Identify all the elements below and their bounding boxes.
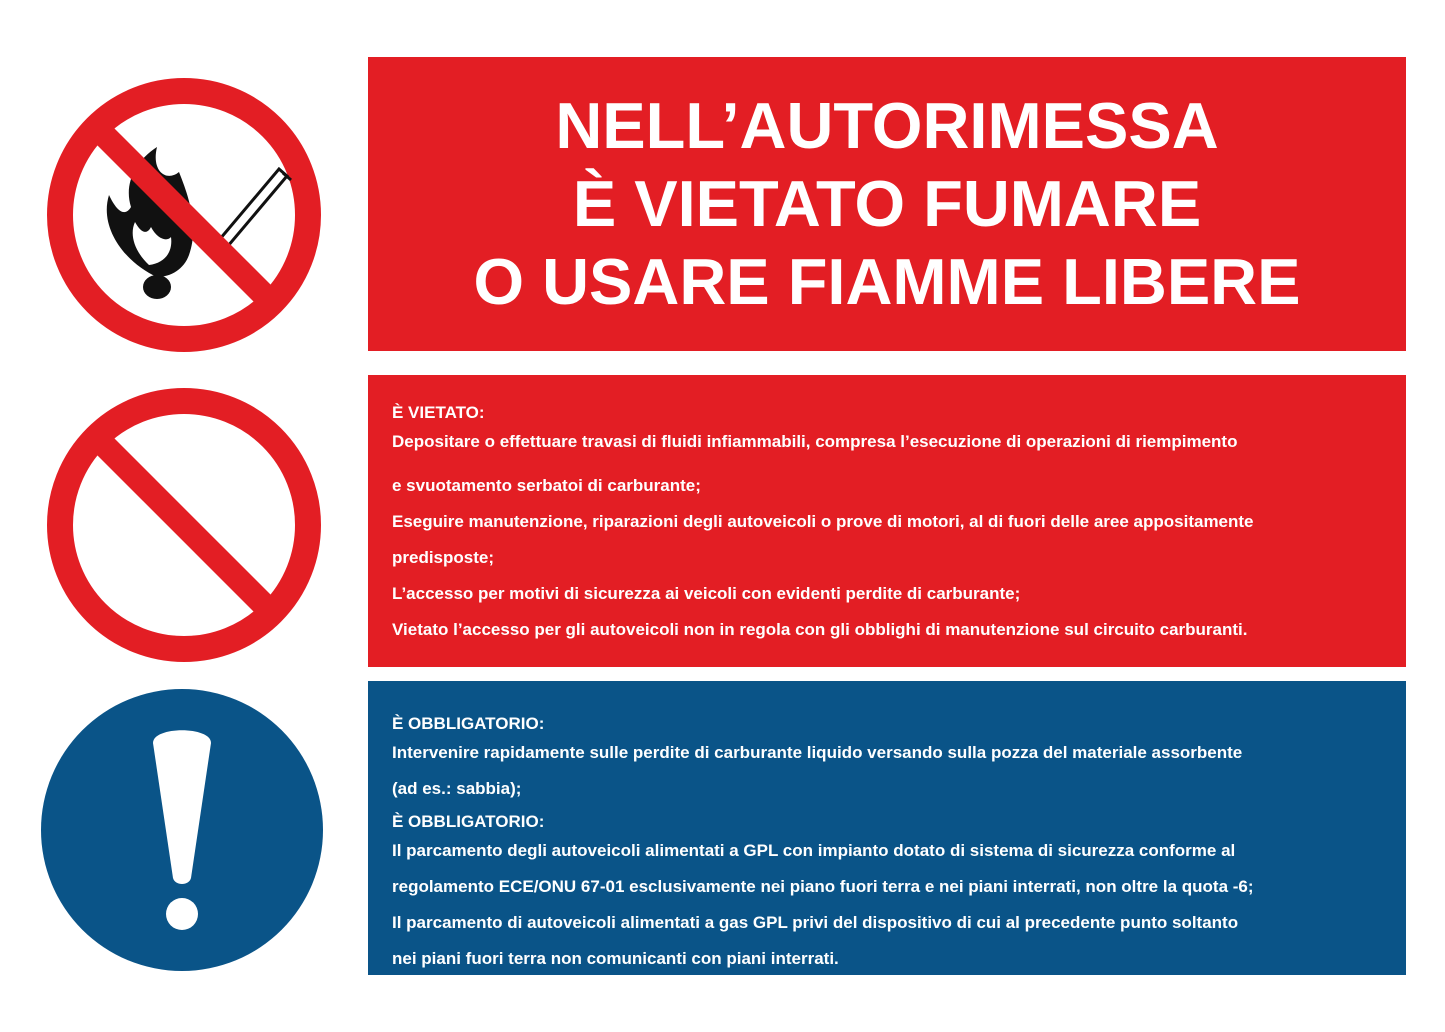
no-open-flame-icon [39, 77, 329, 353]
obligation-line: nei piani fuori terra non comunicanti con piani interrati. [392, 949, 839, 968]
prohibition-line: predisposte; [392, 548, 495, 567]
prohibition-line: e svuotamento serbatoi di carburante; [392, 476, 701, 495]
prohibitions-panel [368, 375, 1406, 667]
title-line-1: NELL’AUTORIMESSA [555, 89, 1219, 162]
obligation-line: regolamento ECE/ONU 67-01 esclusivamente nei piano fuori terra e nei piani interrati, non oltre la quota -6; [392, 877, 1254, 896]
prohibitions-heading: È VIETATO: [392, 403, 485, 422]
mandatory-exclamation-icon [39, 688, 325, 972]
generic-prohibition-icon [39, 387, 329, 663]
prohibition-line: Eseguire manutenzione, riparazioni degli autoveicoli o prove di motori, al di fuori delle aree appositamente [392, 512, 1254, 531]
obligations-heading-1: È OBBLIGATORIO: [392, 714, 545, 733]
title-line-3: O USARE FIAMME LIBERE [473, 245, 1301, 318]
obligation-line: (ad es.: sabbia); [392, 779, 522, 798]
obligation-line: Il parcamento degli autoveicoli alimentati a GPL con impianto dotato di sistema di sicurezza conforme al [392, 841, 1236, 860]
obligations-heading-2: È OBBLIGATORIO: [392, 812, 545, 831]
obligation-line: Intervenire rapidamente sulle perdite di carburante liquido versando sulla pozza del materiale assorbente [392, 743, 1243, 762]
title-line-2: È VIETATO FUMARE [572, 167, 1202, 240]
obligations-panel [368, 681, 1406, 975]
obligation-line: Il parcamento di autoveicoli alimentati a gas GPL privi del dispositivo di cui al precedente punto soltanto [392, 913, 1239, 932]
title-banner [368, 57, 1406, 351]
prohibition-line: Depositare o effettuare travasi di fluidi infiammabili, compresa l’esecuzione di operazioni di riempimento [392, 432, 1238, 451]
prohibition-line: Vietato l’accesso per gli autoveicoli non in regola con gli obblighi di manutenzione sul circuito carburanti. [392, 620, 1248, 639]
prohibition-line: L’accesso per motivi di sicurezza ai veicoli con evidenti perdite di carburante; [392, 584, 1021, 603]
